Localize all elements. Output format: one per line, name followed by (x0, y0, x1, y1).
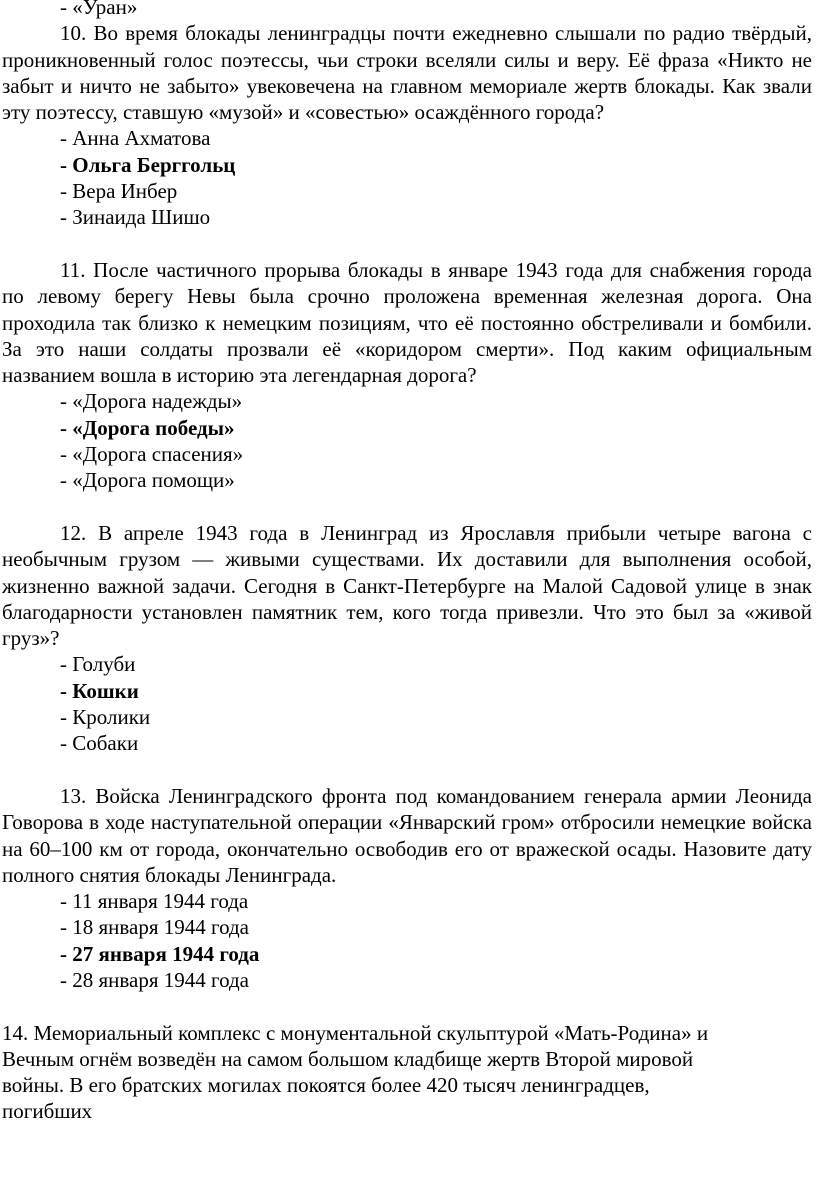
question-12-option-3: - Кролики (60, 705, 151, 730)
option-top: - «Уран» (60, 0, 138, 19)
question-11-option-2-correct: - «Дорога победы» (60, 415, 235, 440)
question-10-option-4: - Зинаида Шишо (60, 205, 211, 230)
question-13-option-4: - 28 января 1944 года (60, 967, 249, 992)
question-10 (2, 20, 812, 230)
question-11-text: 11. После частичного прорыва блокады в январе 1943 года для снабжения города по левому берегу Невы была срочно проложена временная железная дорога. Она проходила так близко к немецким позициям, что её постоянно обстреливали и бомбили. За это наши солдаты прозвали её «коридором смерти». Под каким официальным названием вошла в историю эта легендарная дорога? (2, 257, 812, 388)
question-13-option-3-correct: - 27 января 1944 года (60, 941, 260, 966)
question-13 (2, 783, 812, 993)
question-14 (2, 1020, 812, 1125)
question-14-line-3: войны. В его братских могилах покоятся более 420 тысяч ленинградцев, (2, 1073, 650, 1098)
question-11-option-1: - «Дорога надежды» (60, 389, 243, 414)
question-12 (2, 520, 812, 757)
question-10-option-1: - Анна Ахматова (60, 126, 211, 151)
spacer (2, 231, 812, 257)
spacer (2, 993, 812, 1019)
question-12-option-1: - Голуби (60, 652, 136, 677)
question-14-line-2: Вечным огнём возведён на самом большом кладбище жертв Второй мировой (2, 1046, 694, 1071)
question-10-option-2-correct: - Ольга Берггольц (60, 152, 236, 177)
question-14-line-1: 14. Мемориальный комплекс с монументальной скульптурой «Мать-Родина» и (2, 1020, 709, 1045)
question-14-line-4: погибших (2, 1099, 93, 1124)
question-13-text: 13. Войска Ленинградского фронта под командованием генерала армии Леонида Говорова в ходе наступательной операции «Январский гром» отбросили немецкие войска на 60–100 км от города, окончательно освободив его от вражеской осады. Назовите дату полного снятия блокады Ленинграда. (2, 783, 812, 887)
spacer (2, 494, 812, 520)
question-12-option-4: - Собаки (60, 731, 139, 756)
question-10-option-3: - Вера Инбер (60, 179, 178, 204)
question-13-option-2: - 18 января 1944 года (60, 915, 249, 940)
question-10-text: 10. Во время блокады ленинградцы почти ежедневно слышали по радио твёрдый, проникновенный голос поэтессы, чьи строки вселяли силы и веру. Её фраза «Никто не забыт и ничто не забыто» увековечена на главном мемориале жертв блокады. Как звали эту поэтессу, ставшую «музой» и «совестью» осаждённого города? (2, 21, 812, 125)
question-12-option-2-correct: - Кошки (60, 678, 139, 703)
question-11-option-3: - «Дорога спасения» (60, 442, 244, 467)
spacer (2, 757, 812, 783)
question-13-option-1: - 11 января 1944 года (60, 889, 249, 914)
question-12-text: 12. В апреле 1943 года в Ленинград из Ярославля прибыли четыре вагона с необычным грузом — живыми существами. Их доставили для выполнения особой, жизненно важной задачи. Сегодня в Санкт-Петербурге на Малой Садовой улице в знак благодарности установлен памятник тем, кого тогда привезли. Что это был за «живой груз»? (2, 520, 812, 651)
question-11-option-4: - «Дорога помощи» (60, 468, 235, 493)
question-11 (2, 257, 812, 494)
